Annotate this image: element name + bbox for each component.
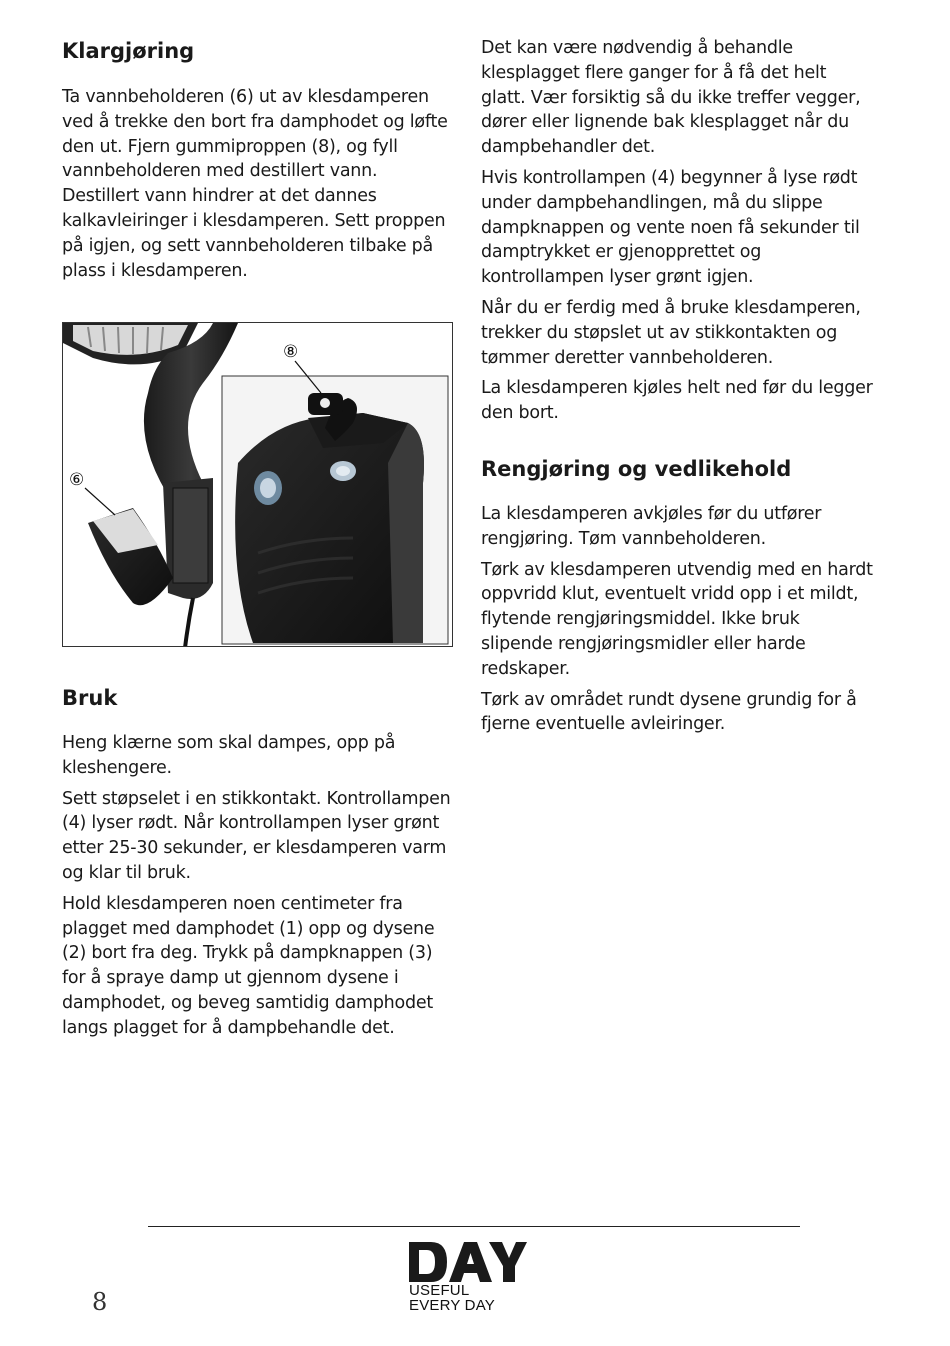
- left-column: [62, 36, 454, 289]
- product-illustration: [62, 322, 453, 647]
- footer-divider: [148, 1226, 800, 1227]
- page-number: 8: [92, 1288, 108, 1316]
- cleaning-paragraph-1: La klesdamperen avkjøles før du utfører rengjøring. Tøm vannbeholderen.: [481, 503, 822, 549]
- callout-8: ⑧: [283, 342, 299, 362]
- logo-tagline-line1: USEFUL: [409, 1282, 470, 1299]
- section-heading-cleaning: Rengjøring og vedlikehold: [481, 456, 792, 481]
- right-paragraph-2: Hvis kontrollampen (4) begynner å lyse rødt under dampbehandlingen, må du slippe dampknappen og vente noen få sekunder til damptrykket er gjenopprettet og kontrollampen lyser grønt igjen.: [481, 167, 860, 288]
- steamer-illustration: [63, 323, 453, 647]
- right-column: [481, 36, 873, 743]
- right-paragraph-1: Det kan være nødvendig å behandle klesplagget flere ganger for å få det helt glatt. Vær forsiktig så du ikke treffer vegger, dører eller lignende bak klesplagget når du dampbehandler det.: [481, 38, 861, 158]
- preparation-paragraph: Ta vannbeholderen (6) ut av klesdamperen ved å trekke den bort fra damphodet og løfte den ut. Fjern gummiproppen (8), og fyll vannbeholderen med destillert vann. Destillert vann hindrer at det dannes kalkavleiringer i klesdamperen. Sett proppen på igjen, og sett vannbeholderen tilbake på plass i klesdamperen.: [62, 87, 448, 281]
- section-heading-preparation: Klargjøring: [62, 39, 195, 63]
- section-heading-use: Bruk: [62, 686, 118, 710]
- callout-6: ⑥: [69, 470, 85, 490]
- use-paragraph-2: Sett støpselet i en stikkontakt. Kontrollampen (4) lyser rødt. Når kontrollampen lyser grønt etter 25-30 sekunder, er klesdamperen varm og klar til bruk.: [62, 788, 451, 883]
- right-paragraph-4: La klesdamperen kjøles helt ned før du legger den bort.: [481, 378, 873, 424]
- day-logo: [409, 1242, 529, 1282]
- left-column-lower: [62, 683, 454, 1047]
- cleaning-paragraph-3: Tørk av området rundt dysene grundig for å fjerne eventuelle avleiringer.: [481, 689, 857, 735]
- use-paragraph-1: Heng klærne som skal dampes, opp på kleshengere.: [62, 733, 396, 778]
- use-paragraph-3: Hold klesdamperen noen centimeter fra plagget med damphodet (1) opp og dysene (2) bort fra deg. Trykk på dampknappen (3) for å spraye damp ut gjennom dysene i damphodet, og beveg samtidig damphodet langs plagget for å dampbehandle det.: [62, 893, 435, 1038]
- logo-tagline-line2: EVERY DAY: [409, 1297, 496, 1314]
- right-paragraph-3: Når du er ferdig med å bruke klesdamperen, trekker du støpslet ut av stikkontakten og tømmer deretter vannbeholderen.: [481, 297, 861, 368]
- cleaning-paragraph-2: Tørk av klesdamperen utvendig med en hardt oppvridd klut, eventuelt vridd opp i et mildt, flytende rengjøringsmiddel. Ikke bruk slipende rengjøringsmidler eller harde redskaper.: [481, 559, 873, 679]
